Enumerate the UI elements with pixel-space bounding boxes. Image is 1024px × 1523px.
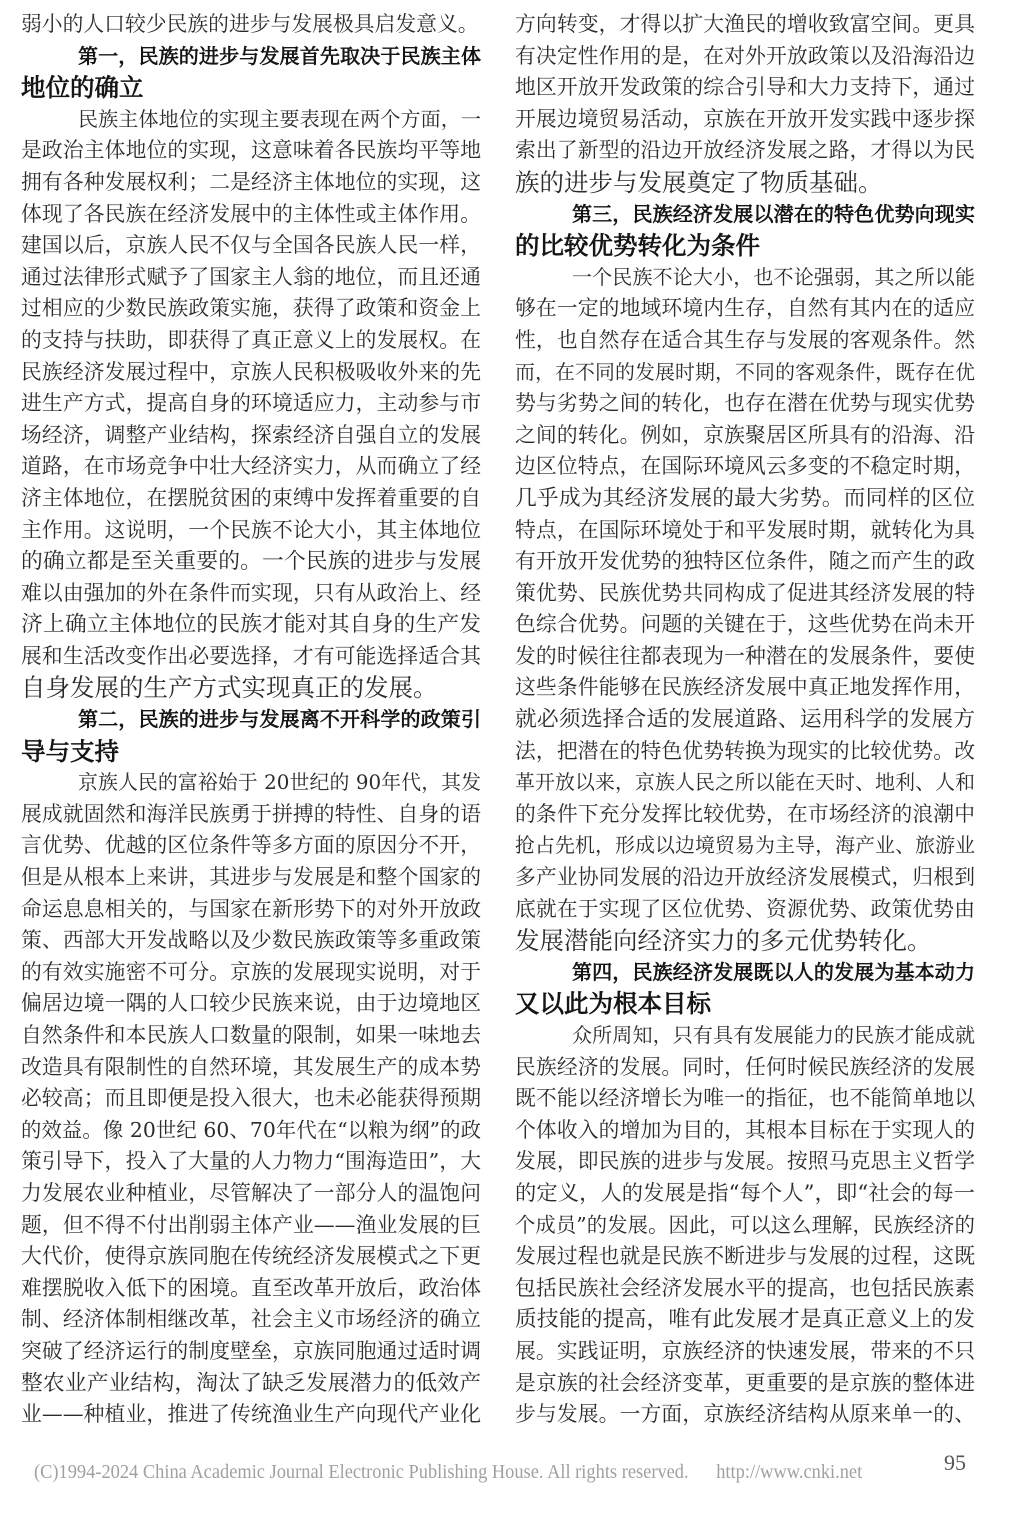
- text-line: 道路，在市场竞争中壮大经济实力，从而确立了经: [21, 454, 481, 479]
- text-line: 势与劣势之间的转化，也存在潜在优势与现实优势: [515, 391, 975, 416]
- text-line: 几乎成为其经济发展的最大劣势。而同样的区位: [515, 485, 975, 511]
- text-line: 既不能以经济增长为唯一的指征，也不能简单地以: [515, 1086, 975, 1111]
- text-line: 民族经济发展过程中，京族人民积极吸收外来的先: [21, 359, 481, 384]
- text-line: 拥有各种发展权利；二是经济主体地位的实现，这: [21, 169, 481, 194]
- text-line: 展和生活改变作出必要选择，才有可能选择适合其: [21, 643, 481, 668]
- text-line: 色综合优势。问题的关键在于，这些优势在尚未开: [515, 612, 975, 637]
- text-line: 个成员”的发展。因此，可以这么理解，民族经济的: [515, 1212, 975, 1237]
- text-line: 策引导下，投入了大量的人力物力“围海造田”，大: [21, 1149, 481, 1174]
- text-line: 性，也自然存在适合其生存与发展的客观条件。然: [515, 327, 975, 352]
- section-heading-line: 又以此为根本目标: [515, 989, 711, 1019]
- section-heading-line: 第三，民族经济发展以潜在的特色优势向现实: [572, 201, 975, 226]
- text-line: 体现了各民族在经济发展中的主体性或主体作用。: [21, 201, 481, 226]
- text-line: 展。实践证明，京族经济的快速发展，带来的不只: [515, 1338, 975, 1363]
- text-line: 突破了经济运行的制度壁垒，京族同胞通过适时调: [21, 1338, 481, 1363]
- text-line: 个体收入的增加为目的，其根本目标在于实现人的: [515, 1117, 975, 1142]
- text-line: 济上确立主体地位的民族才能对其自身的生产发: [21, 612, 481, 638]
- paragraph-first-line: 一个民族不论大小，也不论强弱，其之所以能: [572, 264, 975, 289]
- text-line: 改造具有限制性的自然环境，其发展生产的成本势: [21, 1054, 481, 1079]
- text-line: 弱小的人口较少民族的进步与发展极具启发意义。: [21, 12, 479, 36]
- text-line: 有决定性作用的是，在对外开放政策以及沿海沿边: [515, 43, 975, 68]
- text-line: 制、经济体制相继改革，社会主义市场经济的确立: [21, 1307, 481, 1332]
- text-line: 的支持与扶助，即获得了真正意义上的发展权。在: [21, 327, 481, 352]
- text-line: 多产业协同发展的沿边开放经济发展模式，归根到: [515, 865, 975, 890]
- section-heading-line: 地位的确立: [21, 73, 144, 103]
- text-line: 地区开放开发政策的综合引导和大力支持下，通过: [515, 75, 975, 100]
- text-line: 自然条件和本民族人口数量的限制，如果一味地去: [21, 1023, 481, 1047]
- text-line: 发展，即民族的进步与发展。按照马克思主义哲学: [515, 1149, 975, 1174]
- text-line: 民族经济的发展。同时，任何时候民族经济的发展: [515, 1054, 975, 1079]
- text-line: 特点，在国际环境处于和平发展时期，就转化为具: [515, 517, 975, 542]
- text-line: 难摆脱收入低下的困境。直至改革开放后，政治体: [21, 1275, 481, 1300]
- copyright-notice: (C)1994-2024 China Academic Journal Electronic Publishing House. All rights reserved.: [34, 1461, 689, 1483]
- text-line: 的条件下充分发挥比较优势，在市场经济的浪潮中: [515, 801, 975, 826]
- text-line: 就必须选择合适的发展道路、运用科学的发展方: [515, 707, 975, 733]
- text-line: 够在一定的地域环境内生存，自然有其内在的适应: [515, 296, 975, 321]
- text-line: 法，把潜在的特色优势转换为现实的比较优势。改: [515, 738, 975, 763]
- text-line: 主作用。这说明，一个民族不论大小，其主体地位: [21, 517, 481, 542]
- text-line: 而，在不同的发展时期，不同的客观条件，既存在优: [515, 360, 975, 384]
- text-line: 边区位特点，在国际环境风云多变的不稳定时期，: [515, 454, 975, 479]
- text-line: 质技能的提高，唯有此发展才是真正意义上的发: [515, 1307, 975, 1333]
- text-line: 的定义，人的发展是指“每个人”，即“社会的每一: [515, 1180, 975, 1206]
- section-heading-line: 导与支持: [21, 736, 119, 766]
- text-line: 但是从根本上来讲，其进步与发展是和整个国家的: [21, 865, 481, 890]
- text-line: 底就在于实现了区位优势、资源优势、政策优势由: [515, 896, 975, 921]
- text-line: 的确立都是至关重要的。一个民族的进步与发展: [21, 549, 481, 575]
- text-line: 济主体地位，在摆脱贫困的束缚中发挥着重要的自: [21, 485, 481, 510]
- text-line: 业——种植业，推进了传统渔业生产向现代产业化: [21, 1402, 481, 1427]
- text-line: 步与发展。一方面，京族经济结构从原来单一的、: [515, 1402, 975, 1427]
- paragraph-first-line: 京族人民的富裕始于 20世纪的 90年代，其发: [78, 771, 481, 795]
- text-line: 开展边境贸易活动，京族在开放开发实践中逐步探: [515, 106, 975, 131]
- text-line: 革开放以来，京族人民之所以能在天时、地利、人和: [515, 771, 975, 795]
- text-line: 发展过程也就是民族不断进步与发展的过程，这既: [515, 1244, 975, 1269]
- text-line: 这些条件能够在民族经济发展中真正地发挥作用，: [515, 675, 975, 700]
- text-line: 的有效实施密不可分。京族的发展现实说明，对于: [21, 959, 481, 984]
- footer-url[interactable]: http://www.cnki.net: [716, 1461, 863, 1483]
- text-line: 之间的转化。例如，京族聚居区所具有的沿海、沿: [515, 422, 975, 447]
- text-line: 策、西部大开发战略以及少数民族政策等多重政策: [21, 928, 481, 953]
- section-heading-line: 的比较优势转化为条件: [515, 231, 760, 261]
- text-line: 必较高；而且即便是投入很大，也未必能获得预期: [21, 1086, 481, 1111]
- text-line: 展成就固然和海洋民族勇于拼搏的特性、自身的语: [21, 801, 481, 826]
- text-line: 的效益。像 20世纪 60、70年代在“以粮为纲”的政: [21, 1117, 481, 1142]
- text-line: 自身发展的生产方式实现真正的发展。: [21, 673, 438, 703]
- text-line: 整农业产业结构，淘汰了缺乏发展潜力的低效产: [21, 1370, 481, 1396]
- text-line: 偏居边境一隅的人口较少民族来说，由于边境地区: [21, 991, 481, 1016]
- text-line: 策优势、民族优势共同构成了促进其经济发展的特: [515, 580, 975, 605]
- text-line: 包括民族社会经济发展水平的提高，也包括民族素: [515, 1275, 975, 1300]
- paragraph-first-line: 民族主体地位的实现主要表现在两个方面，一: [78, 106, 481, 131]
- text-line: 命运息息相关的，与国家在新形势下的对外开放政: [21, 896, 481, 921]
- text-line: 题，但不得不付出削弱主体产业——渔业发展的巨: [21, 1212, 481, 1237]
- text-line: 抢占先机，形成以边境贸易为主导，海产业、旅游业: [515, 834, 975, 858]
- footer-watermark: [34, 1461, 936, 1484]
- section-heading-line: 第四，民族经济发展既以人的发展为基本动力: [572, 959, 975, 984]
- text-line: 力发展农业种植业，尽管解决了一部分人的温饱问: [21, 1180, 481, 1205]
- text-line: 通过法律形式赋予了国家主人翁的地位，而且还通: [21, 264, 481, 289]
- text-line: 发的时候往往都表现为一种潜在的发展条件，要使: [515, 643, 975, 668]
- text-line: 发展潜能向经济实力的多元优势转化。: [515, 926, 932, 956]
- text-line: 进生产方式，提高自身的环境适应力，主动参与市: [21, 391, 481, 416]
- text-line: 有开放开发优势的独特区位条件，随之而产生的政: [515, 549, 975, 574]
- page-number: 95: [944, 1450, 966, 1475]
- paragraph-first-line: 众所周知，只有具有发展能力的民族才能成就: [572, 1023, 975, 1047]
- text-line: 言优势、优越的区位条件等多方面的原因分不开，: [21, 833, 481, 858]
- text-line: 索出了新型的沿边开放经济发展之路，才得以为民: [515, 138, 975, 163]
- text-line: 是京族的社会经济变革，更重要的是京族的整体进: [515, 1370, 975, 1395]
- text-line: 大代价，使得京族同胞在传统经济发展模式之下更: [21, 1244, 481, 1269]
- left-column: [21, 9, 481, 1431]
- text-line: 族的进步与发展奠定了物质基础。: [515, 167, 883, 197]
- text-line: 过相应的少数民族政策实施，获得了政策和资金上: [21, 296, 481, 321]
- right-column: [515, 9, 975, 1431]
- text-line: 是政治主体地位的实现，这意味着各民族均平等地: [21, 138, 481, 163]
- text-line: 场经济，调整产业结构，探索经济自强自立的发展: [21, 422, 481, 447]
- text-line: 难以由强加的外在条件而实现，只有从政治上、经: [21, 580, 481, 605]
- section-heading-line: 第二，民族的进步与发展离不开科学的政策引: [78, 707, 481, 732]
- text-line: 方向转变，才得以扩大渔民的增收致富空间。更具: [515, 12, 975, 36]
- text-line: 建国以后，京族人民不仅与全国各民族人民一样，: [21, 233, 481, 258]
- section-heading-line: 第一，民族的进步与发展首先取决于民族主体: [78, 43, 481, 68]
